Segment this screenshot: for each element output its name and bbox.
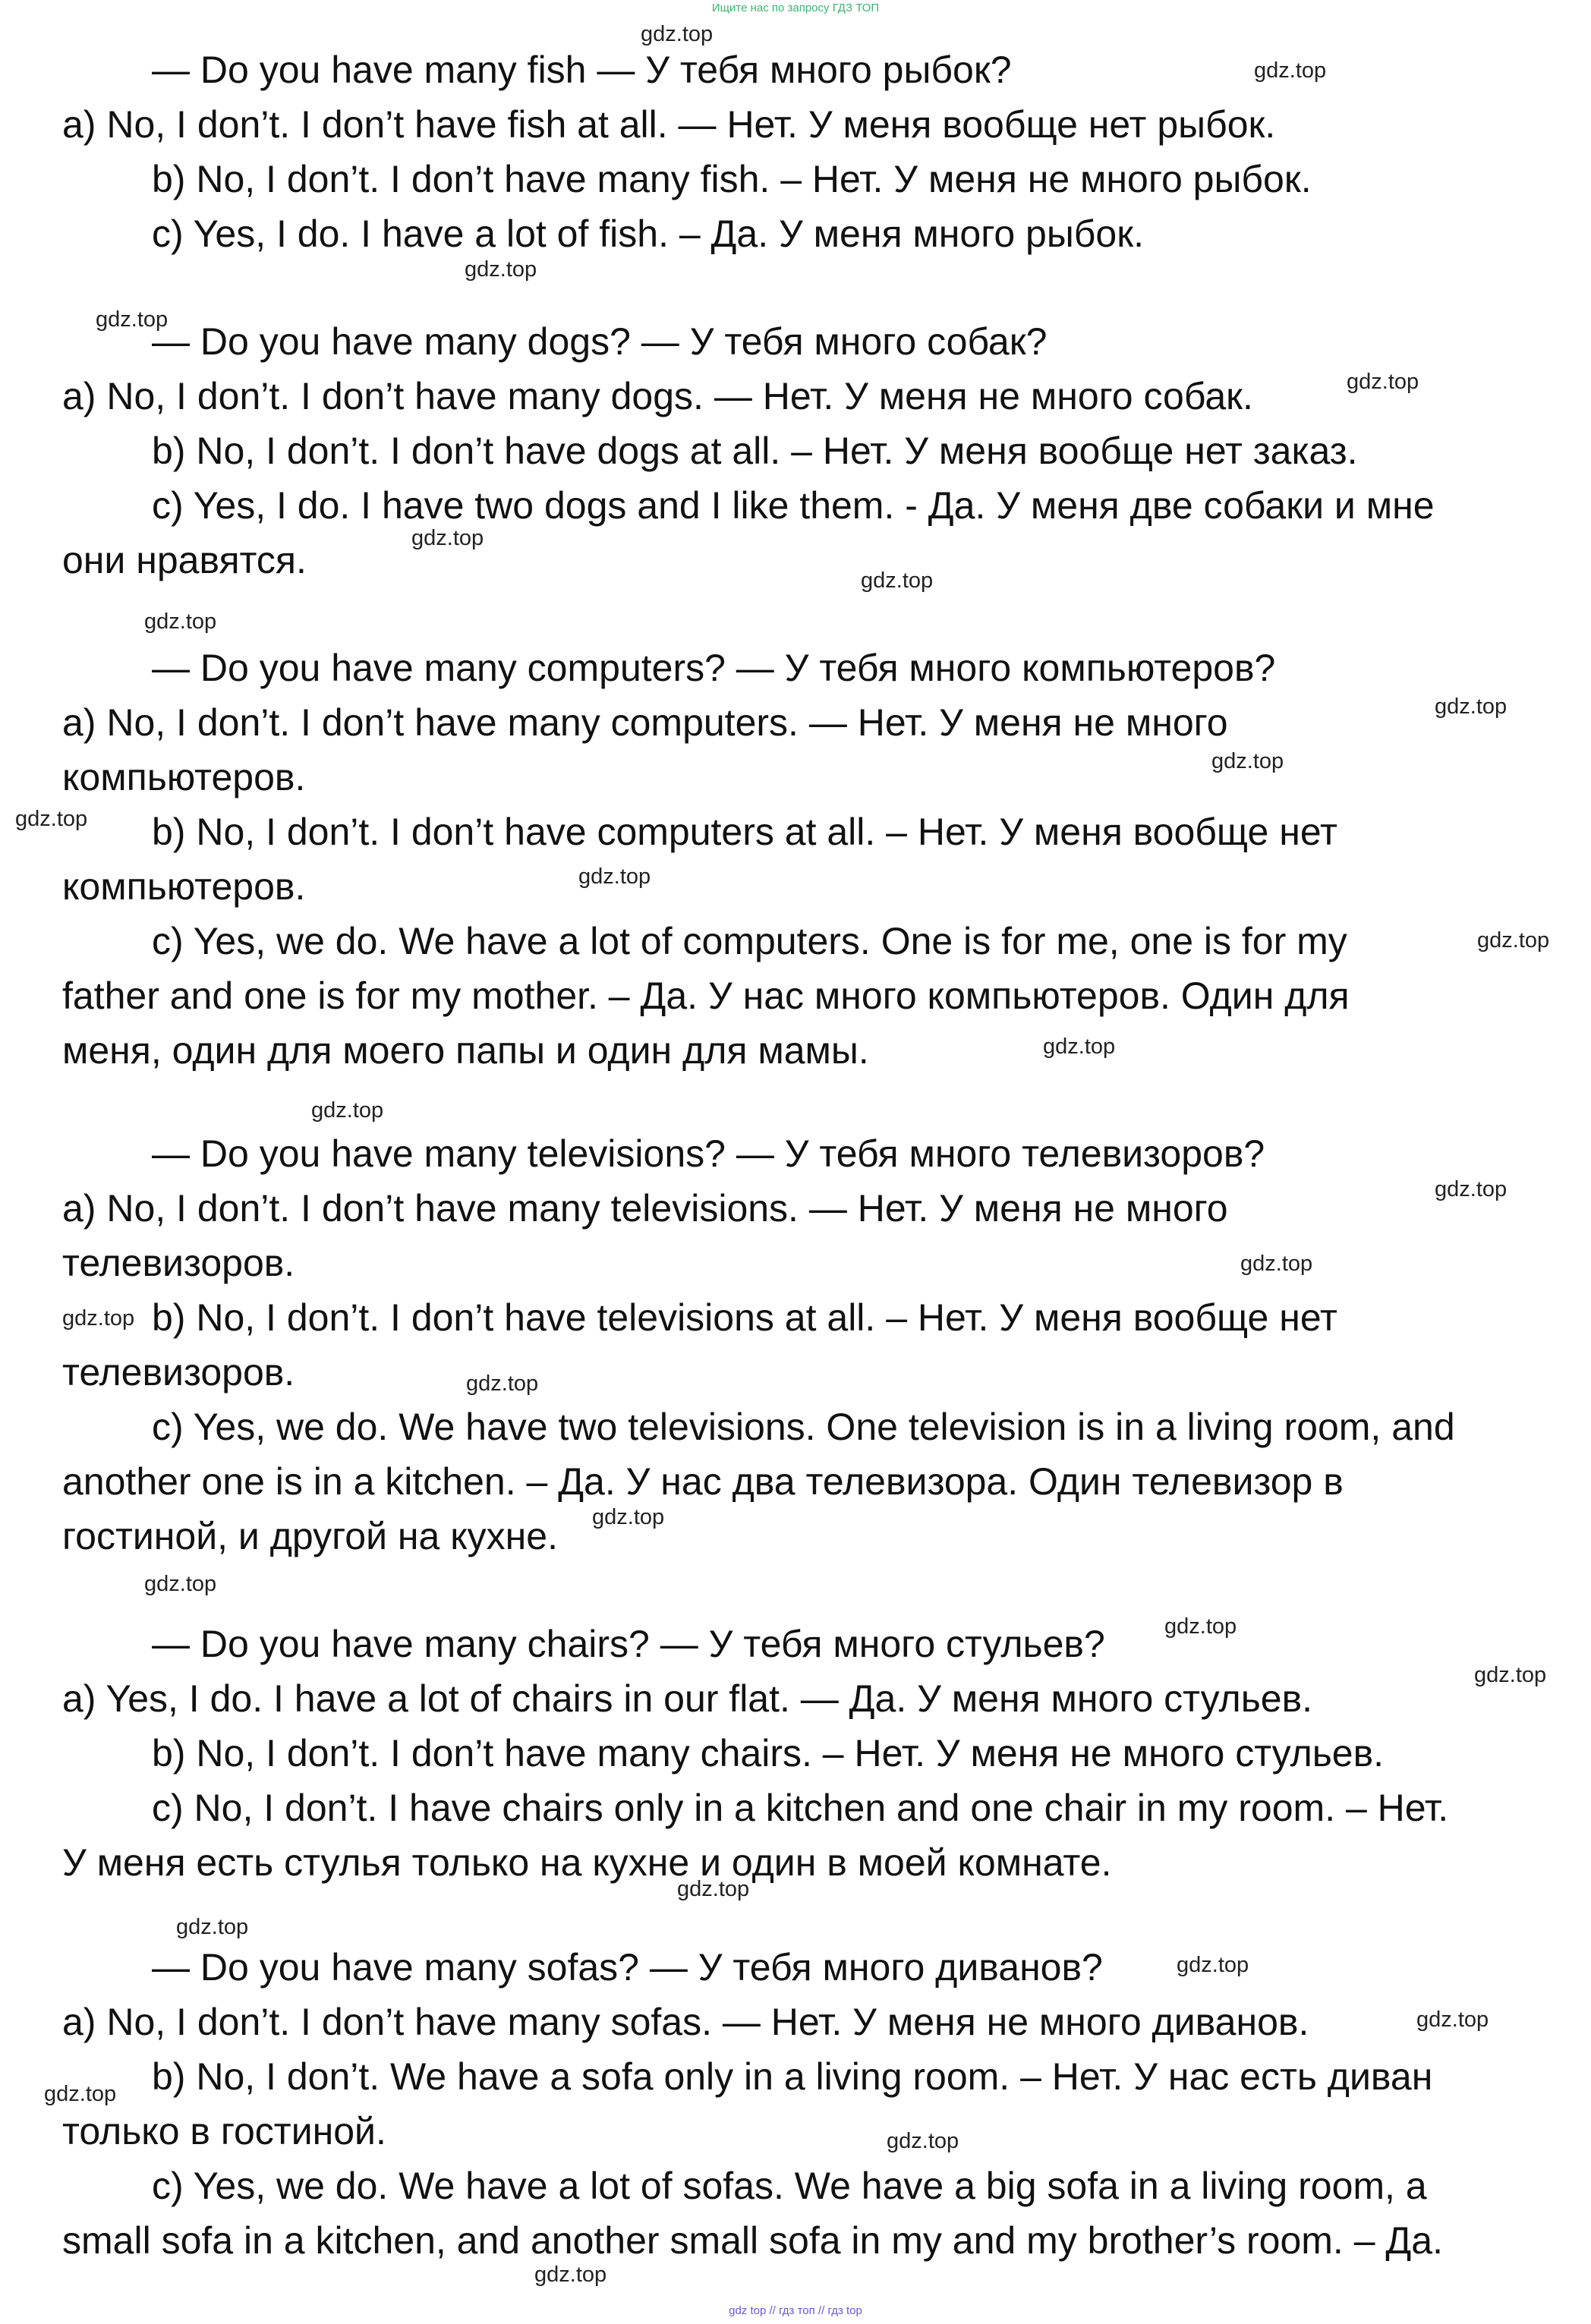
text-line: b) No, I don’t. I don’t have dogs at all. – Нет. У меня вообще нет заказ. xyxy=(152,430,1358,472)
text-line: — Do you have many dogs? — У тебя много собак? xyxy=(152,320,1048,363)
watermark: gdz.top xyxy=(15,807,88,831)
watermark: gdz.top xyxy=(1177,1953,1249,1977)
text-line: b) No, I don’t. I don’t have televisions at all. – Нет. У меня вообще нет xyxy=(152,1296,1337,1339)
watermark: gdz.top xyxy=(1474,1663,1547,1687)
watermark: gdz.top xyxy=(1416,2008,1489,2032)
watermark: gdz.top xyxy=(641,22,714,46)
watermark: gdz.top xyxy=(62,1306,135,1330)
watermark: gdz.top xyxy=(44,2082,117,2106)
text-line: c) Yes, I do. I have two dogs and I like them. - Да. У меня две собаки и мне xyxy=(152,484,1435,527)
text-line: — Do you have many chairs? — У тебя много стульев? xyxy=(152,1623,1105,1665)
watermark: gdz.top xyxy=(887,2129,959,2153)
text-line: c) Yes, we do. We have a lot of computers. One is for me, one is for my xyxy=(152,920,1347,962)
text-line: — Do you have many sofas? — У тебя много диванов? xyxy=(152,1946,1103,1989)
text-line: телевизоров. xyxy=(62,1351,295,1393)
watermark: gdz.top xyxy=(144,609,217,634)
watermark: gdz.top xyxy=(1240,1252,1313,1276)
text-line: компьютеров. xyxy=(62,865,306,908)
text-line: b) No, I don’t. We have a sofa only in a living room. – Нет. У нас есть диван xyxy=(152,2055,1433,2098)
text-line: a) No, I don’t. I don’t have many dogs. — Нет. У меня не много собак. xyxy=(62,375,1253,417)
watermark: gdz.top xyxy=(592,1505,665,1529)
text-line: father and one is for my mother. – Да. У нас много компьютеров. Один для xyxy=(62,975,1350,1017)
watermark: gdz.top xyxy=(1211,749,1284,773)
footer: gdz top // гдз топ // гдз top xyxy=(729,2304,862,2317)
text-line: — Do you have many computers? — У тебя много компьютеров? xyxy=(152,647,1276,689)
watermark: gdz.top xyxy=(465,257,537,282)
watermark: gdz.top xyxy=(677,1877,750,1901)
text-line: small sofa in a kitchen, and another small sofa in my and my brother’s room. – Да. xyxy=(62,2219,1443,2262)
text-line: c) Yes, we do. We have two televisions. One television is in a living room, and xyxy=(152,1406,1455,1448)
watermark: gdz.top xyxy=(1164,1614,1237,1639)
text-line: c) No, I don’t. I have chairs only in a kitchen and one chair in my room. – Нет. xyxy=(152,1787,1449,1829)
watermark: gdz.top xyxy=(1435,694,1508,719)
watermark: gdz.top xyxy=(1435,1177,1508,1201)
text-line: b) No, I don’t. I don’t have many chairs. – Нет. У меня не много стульев. xyxy=(152,1732,1385,1774)
watermark: gdz.top xyxy=(534,2263,607,2287)
watermark: gdz.top xyxy=(578,864,651,889)
watermark: gdz.top xyxy=(1043,1034,1116,1059)
text-line: — Do you have many televisions? — У тебя много телевизоров? xyxy=(152,1132,1265,1175)
watermark: gdz.top xyxy=(176,1915,249,1939)
text-line: a) Yes, I do. I have a lot of chairs in our flat. — Да. У меня много стульев. xyxy=(62,1677,1313,1720)
watermark: gdz.top xyxy=(144,1572,217,1596)
text-line: — Do you have many fish — У тебя много рыбок? xyxy=(152,49,1012,91)
text-line: another one is in a kitchen. – Да. У нас два телевизора. Один телевизор в xyxy=(62,1460,1344,1503)
watermark: gdz.top xyxy=(411,526,484,550)
watermark: gdz.top xyxy=(1477,928,1550,953)
text-line: компьютеров. xyxy=(62,756,306,798)
text-line: У меня есть стулья только на кухне и один в моей комнате. xyxy=(62,1841,1112,1884)
text-line: b) No, I don’t. I don’t have computers at all. – Нет. У меня вообще нет xyxy=(152,811,1337,853)
text-line: только в гостиной. xyxy=(62,2110,386,2152)
watermark: gdz.top xyxy=(96,307,169,332)
text-line: a) No, I don’t. I don’t have many televisions. — Нет. У меня не много xyxy=(62,1187,1228,1230)
text-line: a) No, I don’t. I don’t have fish at all. — Нет. У меня вообще нет рыбок. xyxy=(62,103,1276,146)
watermark: gdz.top xyxy=(311,1098,384,1123)
text-line: гостиной, и другой на кухне. xyxy=(62,1515,558,1557)
text-line: a) No, I don’t. I don’t have many sofas. — Нет. У меня не много диванов. xyxy=(62,2001,1309,2043)
text-line: меня, один для моего папы и один для мамы. xyxy=(62,1029,869,1072)
top-banner: Ищите нас по запросу ГДЗ ТОП xyxy=(711,2,880,14)
watermark: gdz.top xyxy=(1347,370,1419,394)
watermark: gdz.top xyxy=(861,568,934,593)
text-line: c) Yes, I do. I have a lot of fish. – Да. У меня много рыбок. xyxy=(152,213,1145,255)
text-line: c) Yes, we do. We have a lot of sofas. We have a big sofa in a living room, a xyxy=(152,2165,1427,2207)
text-line: они нравятся. xyxy=(62,539,307,581)
text-line: b) No, I don’t. I don’t have many fish. – Нет. У меня не много рыбок. xyxy=(152,158,1312,200)
watermark: gdz.top xyxy=(466,1371,539,1396)
text-line: телевизоров. xyxy=(62,1242,295,1284)
text-line: a) No, I don’t. I don’t have many computers. — Нет. У меня не много xyxy=(62,701,1228,744)
watermark: gdz.top xyxy=(1254,58,1327,83)
